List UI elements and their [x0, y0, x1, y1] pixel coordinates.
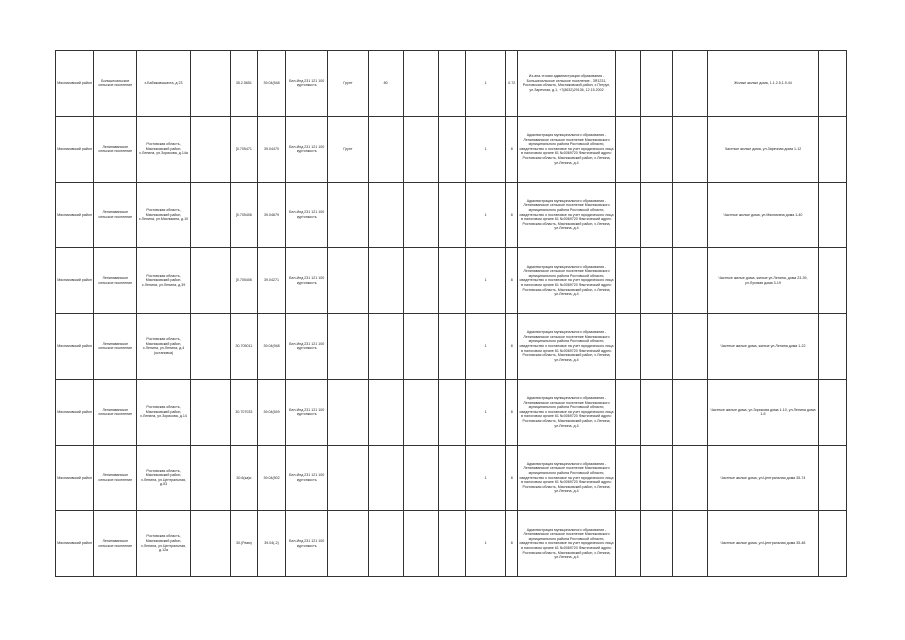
empty-cell: [673, 379, 708, 445]
empty-cell: [673, 51, 708, 117]
container-count-cell: 1: [466, 445, 506, 511]
empty-cell: [640, 379, 672, 445]
empty-cell: [403, 248, 438, 314]
empty-cell: [673, 248, 708, 314]
surface-cell: [328, 379, 368, 445]
volume-cell: 8: [506, 445, 518, 511]
address-cell: Ростовская область, Мясниковский район, х.Ленина, ул.Мясникяна, д.10: [137, 182, 190, 248]
table-row: [56, 248, 847, 314]
surface-cell: [328, 445, 368, 511]
category-cell: Бел-Ипд 231 121 100 куртонкость: [286, 248, 328, 314]
empty-cell: [640, 314, 672, 380]
address-cell: Ростовская область, Мясниковский район, х.Ленина, ул.Ленина, д.4 (остановка): [137, 314, 190, 380]
container-count-cell: 1: [466, 182, 506, 248]
length-cell: [368, 182, 403, 248]
empty-cell: [403, 182, 438, 248]
longitude-cell: 39.04(548: [257, 51, 285, 117]
served-objects-cell: Частные жилые дома, жилые ул.Ленина дома 1-22: [708, 314, 819, 380]
empty-cell: [640, 116, 672, 182]
empty-cell: [615, 445, 640, 511]
latitude-cell: 35.2.5651: [230, 51, 257, 117]
empty-cell: [615, 511, 640, 577]
empty-cell: [818, 445, 846, 511]
district-cell: Мясниковский район: [56, 511, 94, 577]
empty-cell: [818, 116, 846, 182]
table-row: [56, 379, 847, 445]
surface-cell: Грунт: [328, 51, 368, 117]
latitude-cell: 30.(Разм): [230, 511, 257, 577]
longitude-cell: 39.04679: [257, 182, 285, 248]
district-cell: Мясниковский район: [56, 248, 94, 314]
empty-cell: [615, 248, 640, 314]
owner-cell: Администрация муниципального образования - Ленинаванское сельское поселение Мясниковского муниципального района Ростовской области, свидетельство о постановке на учет юридического лица в налоговом органе 61 №0069720 Фактический адрес: Ростовская область, Мясниковский район, х.Ленина, ул.Ленина, д.4: [518, 511, 615, 577]
category-cell: Бел-Ипд 231 121 100 куртонкость: [286, 445, 328, 511]
served-objects-cell: Частные жилые дома, ул.Мясникяна дома 1-40: [708, 182, 819, 248]
empty-cell: [615, 116, 640, 182]
table-row: [56, 314, 847, 380]
empty-cell: [640, 511, 672, 577]
category-cell: Бел-Ипд 231 121 100 куртонкость: [286, 379, 328, 445]
empty-cell: [438, 445, 465, 511]
owner-cell: Администрация муниципального образования - Ленинаванское сельское поселение Мясниковского муниципального района Ростовской области, свидетельство о постановке на учет юридического лица в налоговом органе 61 №0069720 Фактический адрес: Ростовская область, Мясниковский район, х.Ленина, ул.Ленина, д.4: [518, 445, 615, 511]
empty-cell: [403, 379, 438, 445]
table-row: [56, 116, 847, 182]
empty-cell: [190, 116, 230, 182]
empty-cell: [190, 314, 230, 380]
owner-cell: Администрация муниципального образования - Ленинаванское сельское поселение Мясниковского муниципального района Ростовской области, свидетельство о постановке на учет юридического лица в налоговом органе 61 №0069720 Фактический адрес: Ростовская область, Мясниковский район, х.Ленина, ул.Ленина, д.4: [518, 116, 615, 182]
settlement-cell: Ленинаванское сельское поселение: [94, 379, 137, 445]
longitude-cell: 39.04470: [257, 116, 285, 182]
empty-cell: [615, 379, 640, 445]
surface-cell: [328, 511, 368, 577]
owner-cell: Из-ана-ттоиая администрация образования - Большесальское сельское поселение - 3Я1231, Ростовская область, Мясниковский район, х.Петрун, ул.Заречная, д.1, +7(8632)29136, 12.15.2002: [518, 51, 615, 117]
empty-cell: [673, 511, 708, 577]
length-cell: [368, 379, 403, 445]
registry-table: [55, 50, 847, 577]
length-cell: [368, 511, 403, 577]
empty-cell: [615, 51, 640, 117]
empty-cell: [438, 248, 465, 314]
settlement-cell: Ленинаванское сельское поселение: [94, 511, 137, 577]
empty-cell: [673, 116, 708, 182]
empty-cell: [673, 445, 708, 511]
empty-cell: [615, 314, 640, 380]
district-cell: Мясниковский район: [56, 445, 94, 511]
owner-cell: Администрация муниципального образования - Ленинаванское сельское поселение Мясниковского муниципального района Ростовской области, свидетельство о постановке на учет юридического лица в налоговом органе 61 №0069720 Фактический адрес: Ростовская область, Мясниковский район, х.Ленина, ул.Ленина, д.4: [518, 379, 615, 445]
empty-cell: [190, 248, 230, 314]
empty-cell: [640, 445, 672, 511]
empty-cell: [190, 379, 230, 445]
length-cell: [368, 314, 403, 380]
address-cell: Ростовская область, Мясниковский район, х.Ленина, ул.Зорикова, д.14: [137, 379, 190, 445]
address-cell: Ростовская область, Мясниковский район, х.Ленина, ул.Ленина, д.39: [137, 248, 190, 314]
length-cell: 80: [368, 51, 403, 117]
district-cell: Мясниковский район: [56, 314, 94, 380]
empty-cell: [818, 379, 846, 445]
length-cell: [368, 248, 403, 314]
container-count-cell: 1: [466, 51, 506, 117]
empty-cell: [640, 182, 672, 248]
longitude-cell: 39.04(-2): [257, 511, 285, 577]
served-objects-cell: Частные жилые дома, ул.Центральная дома 35-48: [708, 511, 819, 577]
container-count-cell: 1: [466, 511, 506, 577]
volume-cell: 8: [506, 116, 518, 182]
address-cell: х.Бабиковошахта, д 23: [137, 51, 190, 117]
empty-cell: [403, 314, 438, 380]
container-count-cell: 1: [466, 379, 506, 445]
table-row: [56, 445, 847, 511]
owner-cell: Администрация муниципального образования - Ленинаванское сельское поселение Мясниковского муниципального района Ростовской области, свидетельство о постановке на учет юридического лица в налоговом органе 61 №0069720 Фактический адрес: Ростовская область, Мясниковский район, х.Ленина, ул.Ленина, д.4: [518, 248, 615, 314]
empty-cell: [438, 182, 465, 248]
empty-cell: [673, 314, 708, 380]
surface-cell: Грунт: [328, 116, 368, 182]
empty-cell: [403, 445, 438, 511]
empty-cell: [438, 379, 465, 445]
container-count-cell: 1: [466, 314, 506, 380]
served-objects-cell: Жилые жилые дома, 1.1.2.5,1.9.44: [708, 51, 819, 117]
settlement-cell: Ленинаванское сельское поселение: [94, 314, 137, 380]
owner-cell: Администрация муниципального образования - Ленинаванское сельское поселение Мясниковского муниципального района Ростовской области, свидетельство о постановке на учет юридического лица в налоговом органе 61 №0069720 Фактический адрес: Ростовская область, Мясниковский район, х.Ленина, ул.Ленина, д.4: [518, 182, 615, 248]
settlement-cell: Большесальское сельское поселение: [94, 51, 137, 117]
empty-cell: [615, 182, 640, 248]
address-cell: Ростовская область, Мясниковский район, х.Ленина, ул.Центральная, д.53: [137, 445, 190, 511]
empty-cell: [190, 511, 230, 577]
empty-cell: [438, 51, 465, 117]
surface-cell: [328, 314, 368, 380]
district-cell: Мясниковский район: [56, 379, 94, 445]
empty-cell: [403, 511, 438, 577]
volume-cell: 8: [506, 314, 518, 380]
container-count-cell: 1: [466, 248, 506, 314]
served-objects-cell: Частные жилые дома, ул.Заречная дома 1-12: [708, 116, 819, 182]
address-cell: Ростовская область, Мясниковский район, х.Ленина, ул.Центральная, д.12а: [137, 511, 190, 577]
longitude-cell: 39.04(549: [257, 379, 285, 445]
served-objects-cell: Частные жилые дома, ул.Зорикова дома 1-10, ул.Ленина дома 1-5: [708, 379, 819, 445]
empty-cell: [818, 511, 846, 577]
volume-cell: 8: [506, 182, 518, 248]
settlement-cell: Ленинаванское сельское поселение: [94, 116, 137, 182]
latitude-cell: 30.707033: [230, 379, 257, 445]
empty-cell: [190, 445, 230, 511]
longitude-cell: 39.04(948: [257, 314, 285, 380]
table-row: [56, 51, 847, 117]
settlement-cell: Ленинаванское сельское поселение: [94, 182, 137, 248]
volume-cell: 8: [506, 511, 518, 577]
settlement-cell: Ленинаванское сельское поселение: [94, 445, 137, 511]
empty-cell: [438, 314, 465, 380]
category-cell: Бел-Ипд 231 121 100 куртонкость: [286, 51, 328, 117]
address-cell: Ростовская область, Мясниковский район, х.Ленина, ул.Зорикова, д.14а: [137, 116, 190, 182]
empty-cell: [190, 51, 230, 117]
district-cell: Мясниковский район: [56, 116, 94, 182]
container-count-cell: 1: [466, 116, 506, 182]
empty-cell: [438, 511, 465, 577]
empty-cell: [403, 116, 438, 182]
owner-cell: Администрация муниципального образования - Ленинаванское сельское поселение Мясниковского муниципального района Ростовской области, свидетельство о постановке на учет юридического лица в налоговом органе 61 №0069720 Фактический адрес: Ростовская область, Мясниковский район, х.Ленина, ул.Ленина, д.4: [518, 314, 615, 380]
empty-cell: [640, 51, 672, 117]
latitude-cell: 30.6(ка)и: [230, 445, 257, 511]
table-row: [56, 182, 847, 248]
empty-cell: [438, 116, 465, 182]
empty-cell: [818, 248, 846, 314]
category-cell: Бел-Ипд 231 121 100 куртонкость: [286, 511, 328, 577]
district-cell: Мясниковский район: [56, 51, 94, 117]
latitude-cell: [0.705406: [230, 182, 257, 248]
settlement-cell: Ленинаванское сельское поселение: [94, 248, 137, 314]
empty-cell: [403, 51, 438, 117]
served-objects-cell: Частные жилые дома, жилые ул.Ленина, дома 23-39, ул.Луговая дома 3-19: [708, 248, 819, 314]
category-cell: Бел-Ипд 231 121 100 куртонкость: [286, 116, 328, 182]
empty-cell: [640, 248, 672, 314]
table-row: [56, 511, 847, 577]
latitude-cell: 30.705011: [230, 314, 257, 380]
latitude-cell: [0.705406: [230, 248, 257, 314]
empty-cell: [673, 182, 708, 248]
longitude-cell: 39.04(502: [257, 445, 285, 511]
latitude-cell: [0.705471: [230, 116, 257, 182]
empty-cell: [190, 182, 230, 248]
length-cell: [368, 116, 403, 182]
category-cell: Бел-Ипд 231 121 100 куртонкость: [286, 314, 328, 380]
empty-cell: [818, 314, 846, 380]
district-cell: Мясниковский район: [56, 182, 94, 248]
volume-cell: 8: [506, 248, 518, 314]
volume-cell: 8: [506, 379, 518, 445]
surface-cell: [328, 182, 368, 248]
empty-cell: [818, 51, 846, 117]
volume-cell: 0.72: [506, 51, 518, 117]
category-cell: Бел-Ипд 231 121 100 куртонкость: [286, 182, 328, 248]
length-cell: [368, 445, 403, 511]
served-objects-cell: Частные жилые дома, ул.Центральная дома 35-74: [708, 445, 819, 511]
surface-cell: [328, 248, 368, 314]
empty-cell: [818, 182, 846, 248]
longitude-cell: 39.04271: [257, 248, 285, 314]
